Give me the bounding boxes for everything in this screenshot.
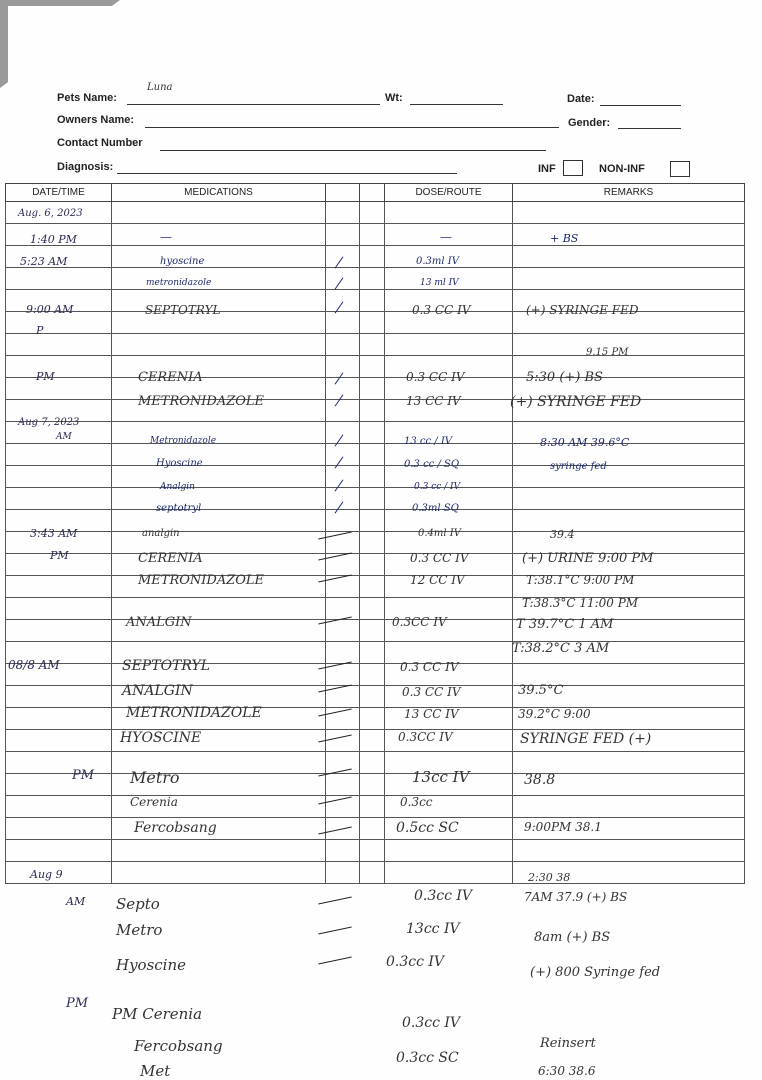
grid-cell [360,532,385,554]
entry-time: PM [36,370,55,383]
grid-header-row [6,184,745,202]
col-remarks: REMARKS [513,184,745,202]
grid-row [6,334,745,356]
inf-checkbox[interactable] [563,160,583,176]
remark: 39.2°C 9:00 [518,707,591,721]
remark: 8:30 AM 39.6°C [540,436,630,449]
grid-cell [326,642,360,664]
grid-row [6,422,745,444]
grid-row [6,488,745,510]
grid-cell [360,422,385,444]
grid-cell [326,774,360,796]
grid-cell [513,840,745,862]
grid-cell [6,598,112,620]
grid-cell [360,774,385,796]
dose-route: 13cc IV [406,921,460,937]
grid-cell [6,686,112,708]
grid-cell [6,620,112,642]
pets-name-value: Luna [147,82,173,93]
entry-date: 08/8 AM [8,658,60,672]
remark: 39.4 [550,528,575,541]
grid-cell [360,356,385,378]
grid-cell [6,444,112,466]
medication: Fercobsang [134,1037,223,1055]
grid-cell [513,202,745,224]
grid-row [6,246,745,268]
entry-time: AM [66,895,86,908]
grid-cell [326,202,360,224]
medication: HYOSCINE [120,730,202,746]
grid-row [6,796,745,818]
grid-row [6,466,745,488]
grid-cell [513,334,745,356]
remark: SYRINGE FED (+) [520,731,652,747]
grid-cell [360,378,385,400]
grid-cell [326,444,360,466]
remark: T:38.2°C 3 AM [512,641,610,656]
medication: CERENIA [138,551,203,566]
medication: METRONIDAZOLE [138,394,265,409]
grid-cell [360,554,385,576]
medication: METRONIDAZOLE [126,705,262,721]
gender-label: Gender: [568,117,611,129]
medication: Septo [116,895,160,913]
grid-cell [360,730,385,752]
grid-cell [6,334,112,356]
noninf-checkbox[interactable] [670,161,690,177]
medication: CERENIA [138,370,203,385]
grid-cell [360,620,385,642]
grid-cell [513,246,745,268]
dose-route: 0.3 CC IV [400,660,459,674]
grid-cell [513,466,745,488]
grid-cell [360,488,385,510]
medication: PM Cerenia [112,1005,203,1023]
grid-cell [326,598,360,620]
grid-cell [112,444,326,466]
entry-time: 1:40 PM [30,233,77,246]
grid-cell [360,400,385,422]
grid-row [6,752,745,774]
entry-time: AM [56,432,72,442]
grid-cell [6,466,112,488]
grid-cell [385,334,513,356]
dose-route: 13 cc / IV [404,436,453,447]
grid-row [6,862,745,884]
grid-cell [326,840,360,862]
grid-cell [360,752,385,774]
remark: T 39.7°C 1 AM [516,617,614,632]
grid-cell [360,796,385,818]
grid-cell [326,422,360,444]
remark: 9:00PM 38.1 [524,820,602,834]
pets-name-label: Pets Name: [57,92,117,104]
grid-row [6,620,745,642]
entry-time: PM [72,768,95,783]
remark: (+) 800 Syringe fed [530,965,661,980]
noninf-label: NON-INF [599,163,645,175]
dose-route: 0.3CC IV [392,615,447,629]
diagnosis-label: Diagnosis: [57,161,114,173]
date-line [600,105,681,106]
owners-name-line [145,127,559,128]
gender-line [618,128,681,129]
grid-cell [513,796,745,818]
remark: (+) SYRINGE FED [510,394,642,410]
grid-cell [6,730,112,752]
folded-corner-inner [8,6,116,86]
remark: 6:30 38.6 [538,1064,596,1078]
dose-route: 0.3cc IV [402,1015,461,1031]
dose-route: 13cc IV [412,768,470,786]
medication: analgin [142,528,180,539]
grid-cell [513,224,745,246]
grid-cell [326,510,360,532]
medication: SEPTOTRYL [145,303,221,317]
dose-route: 0.3cc IV [386,954,445,970]
grid-cell [360,708,385,730]
grid-cell [112,246,326,268]
grid-row [6,202,745,224]
entry-date: Aug 9 [30,868,63,881]
medication: hyoscine [160,256,205,267]
pets-name-line [127,104,380,105]
grid-cell [360,444,385,466]
wt-label: Wt: [385,92,403,104]
grid-cell [326,400,360,422]
grid-cell [513,752,745,774]
entry-time: 9:00 AM [26,303,74,316]
grid-cell [513,488,745,510]
grid-row [6,224,745,246]
grid-cell [326,312,360,334]
grid-cell [6,840,112,862]
contact-line [160,150,546,151]
grid-row [6,708,745,730]
dose-route: 13 ml IV [420,278,459,288]
grid-cell [112,422,326,444]
grid-row [6,268,745,290]
entry-time: PM [66,996,89,1011]
dose-route: 0.3 CC IV [412,303,471,317]
grid-cell [6,488,112,510]
dose-route: 0.5cc SC [396,820,459,836]
dose-route: 0.3cc SC [396,1050,459,1066]
remark: 2:30 38 [528,871,571,884]
medication: — [160,230,172,244]
grid-cell [385,862,513,884]
check-mark [318,956,351,964]
grid-cell [360,224,385,246]
grid-cell [360,202,385,224]
entry-time: P [36,324,44,337]
grid-cell [326,730,360,752]
medication: Met [140,1062,171,1080]
grid-cell [112,840,326,862]
grid-cell [326,334,360,356]
dose-route: 12 CC IV [410,573,465,587]
diagnosis-line [117,173,457,174]
grid-row [6,818,745,840]
remark: 9.15 PM [586,347,629,358]
remark: syringe fed [550,461,607,472]
col-dose-route: DOSE/ROUTE [385,184,513,202]
dose-route: 0.4ml IV [418,528,461,539]
grid-cell [326,862,360,884]
dose-route: 0.3 cc / SQ [404,459,460,470]
treatment-grid [5,183,745,884]
col-check-b [360,184,385,202]
grid-cell [326,224,360,246]
grid-cell [360,664,385,686]
grid-row [6,774,745,796]
grid-cell [6,356,112,378]
grid-cell [112,862,326,884]
medication: Hyoscine [156,458,203,469]
remark: 38.8 [524,772,556,788]
grid-row [6,642,745,664]
remark: + BS [550,232,579,245]
dose-route: 0.3 CC IV [406,370,465,384]
wt-line [410,104,503,105]
col-datetime: DATE/TIME [6,184,112,202]
medication: METRONIDAZOLE [138,573,265,588]
grid-cell [6,576,112,598]
grid-cell [6,752,112,774]
medication: Cerenia [130,795,178,809]
medication: Metronidazole [150,436,217,446]
medication: SEPTOTRYL [122,658,211,674]
medication: ANALGIN [122,683,193,699]
grid-cell [112,334,326,356]
grid-cell [360,862,385,884]
remark: T:38.1°C 9:00 PM [526,573,635,587]
grid-cell [360,268,385,290]
medication: Metro [116,921,163,939]
medication: ANALGIN [126,615,192,630]
grid-row [6,444,745,466]
dose-route: 0.3cc IV [414,888,473,904]
grid-row [6,664,745,686]
dose-route: 13 CC IV [404,707,459,721]
entry-time: 5:23 AM [20,255,68,268]
grid-cell [112,224,326,246]
grid-cell [112,466,326,488]
grid-cell [326,620,360,642]
col-check-a [326,184,360,202]
grid-cell [6,268,112,290]
grid-row [6,356,745,378]
grid-cell [360,510,385,532]
grid-cell [112,268,326,290]
dose-route: 0.3ml IV [416,256,459,267]
grid-cell [385,202,513,224]
dose-route: — [440,230,452,244]
dose-route: 13 CC IV [406,394,461,408]
remark: 7AM 37.9 (+) BS [524,890,628,904]
grid-cell [360,576,385,598]
grid-cell [360,334,385,356]
entry-date: Aug. 6, 2023 [18,208,83,219]
grid-cell [326,466,360,488]
dose-route: 0.3ml SQ [412,503,459,514]
entry-time: PM [50,549,69,562]
dose-route: 0.3cc [400,795,433,809]
remark: (+) SYRINGE FED [526,303,639,317]
check-mark [318,896,351,904]
medication: metronidazole [146,278,212,288]
col-medications: MEDICATIONS [112,184,326,202]
grid-cell [513,268,745,290]
grid-row [6,510,745,532]
date-label: Date: [567,93,595,105]
remark: T:38.3°C 11:00 PM [522,596,639,610]
grid-row [6,840,745,862]
dose-route: 0.3 CC IV [402,685,461,699]
remark: (+) URINE 9:00 PM [522,551,654,566]
grid-cell [360,686,385,708]
remark: 39.5°C [518,683,564,698]
dose-route: 0.3 cc / IV [414,482,461,492]
medication: Metro [130,768,180,787]
dose-route: 0.3 CC IV [410,551,469,565]
inf-label: INF [538,163,556,175]
grid-cell [326,488,360,510]
grid-row [6,686,745,708]
grid-cell [6,708,112,730]
grid-cell [360,840,385,862]
grid-cell [6,378,112,400]
entry-date: Aug 7, 2023 [18,417,80,428]
grid-cell [6,818,112,840]
medication: Analgin [160,482,195,492]
grid-cell [360,466,385,488]
check-mark [318,926,351,934]
grid-cell [112,202,326,224]
grid-cell [112,488,326,510]
owners-name-label: Owners Name: [57,114,135,126]
remark: 5:30 (+) BS [526,370,603,385]
remark: 8am (+) BS [534,930,611,945]
dose-route: 0.3CC IV [398,730,453,744]
grid-cell [360,312,385,334]
grid-cell [360,818,385,840]
grid-cell [6,774,112,796]
grid-cell [360,290,385,312]
entry-time: 3:43 AM [30,527,78,540]
medication: Hyoscine [116,956,187,974]
remark: Reinsert [540,1036,596,1051]
grid-cell [360,246,385,268]
grid-cell [6,796,112,818]
medication: Fercobsang [134,820,217,836]
grid-cell [385,840,513,862]
medication: septotryl [156,503,202,514]
grid-cell [360,642,385,664]
grid-cell [513,510,745,532]
contact-label: Contact Number [57,137,143,149]
grid-cell [360,598,385,620]
